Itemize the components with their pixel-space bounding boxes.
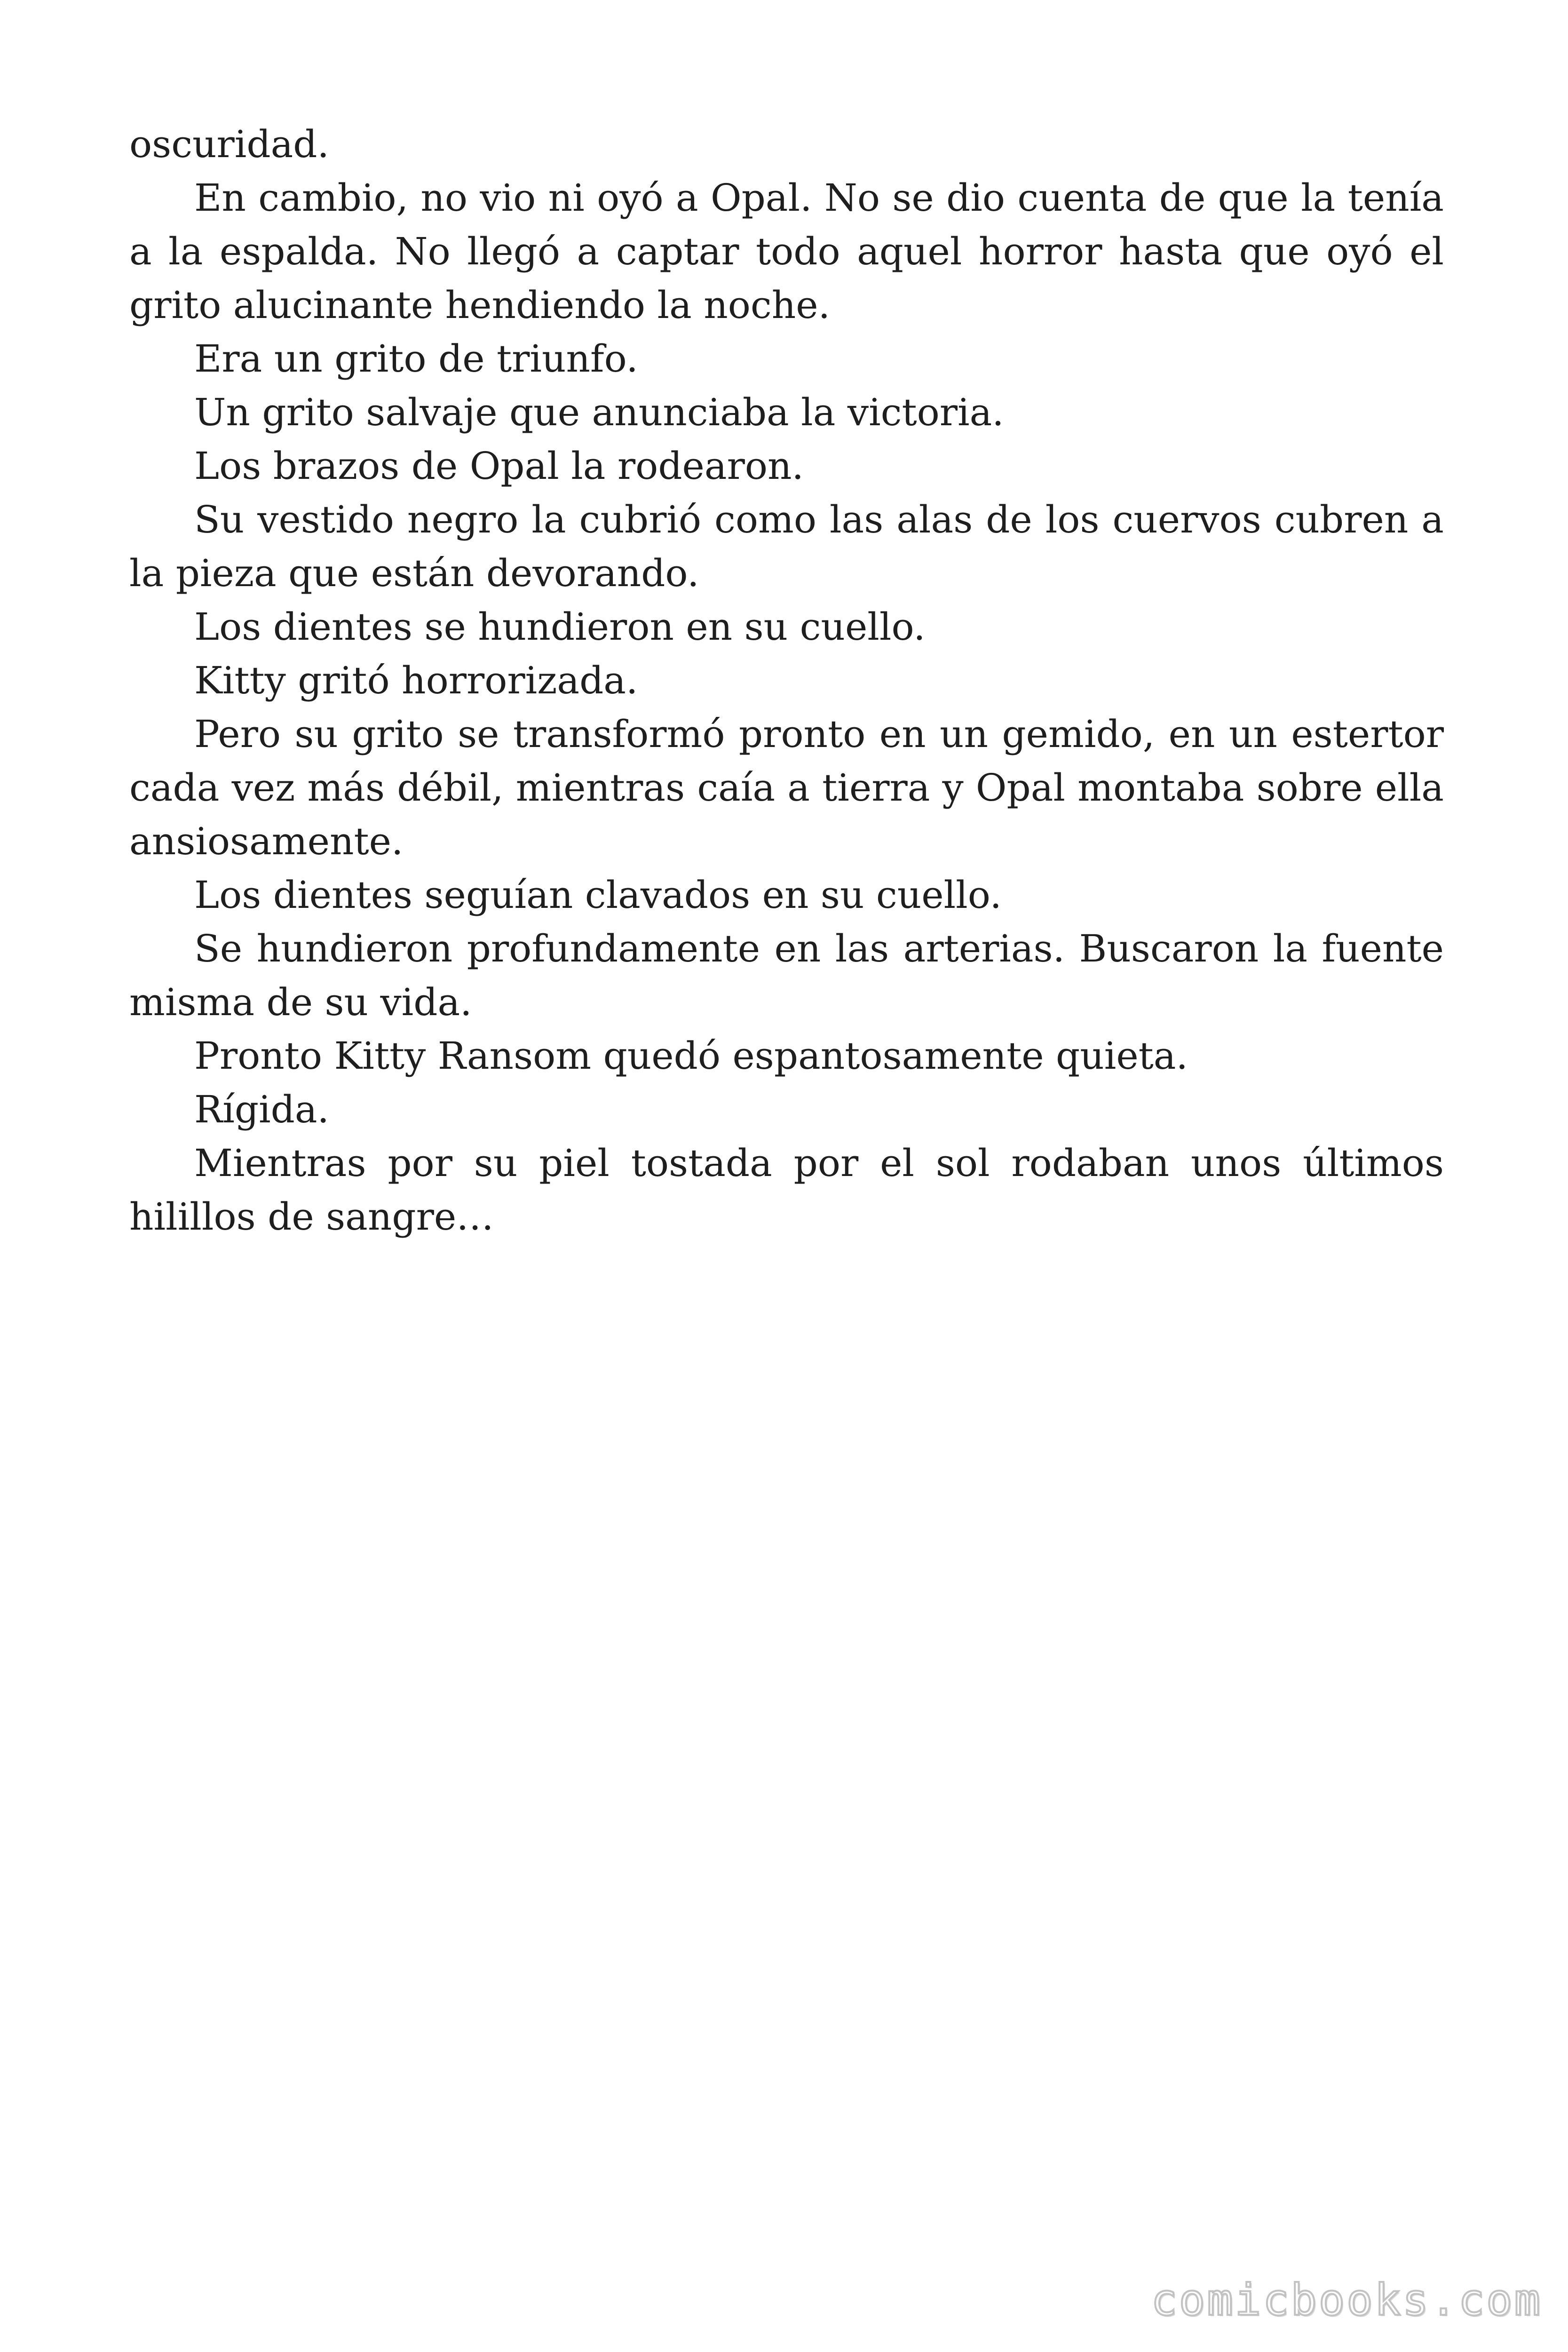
paragraph: Era un grito de triunfo.	[194, 337, 638, 381]
paragraph: Un grito salvaje que anunciaba la victoria.	[194, 390, 1004, 434]
paragraph: Se hundieron profundamente en las arterias. Buscaron la fuente misma de su vida.	[129, 927, 1444, 1024]
watermark-logo: comicbooks.com	[1151, 2275, 1542, 2325]
paragraph: Kitty gritó horrorizada.	[194, 659, 638, 702]
paragraph: Pero su grito se transformó pronto en un gemido, en un estertor cada vez más débil, mientras caía a tierra y Opal montaba sobre ella ansiosamente.	[129, 712, 1444, 863]
paragraph: En cambio, no vio ni oyó a Opal. No se dio cuenta de que la tenía a la espalda. No llegó a captar todo aquel horror hasta que oyó el grito alucinante hendiendo la noche.	[129, 176, 1444, 327]
paragraph: oscuridad.	[129, 122, 329, 166]
paragraph: Su vestido negro la cubrió como las alas de los cuervos cubren a la pieza que están devorando.	[129, 498, 1444, 595]
paragraph: Mientras por su piel tostada por el sol rodaban unos últimos hilillos de sangre…	[129, 1141, 1444, 1239]
paragraph: Los dientes se hundieron en su cuello.	[194, 605, 926, 649]
paragraph: Los brazos de Opal la rodearon.	[194, 444, 804, 488]
body-text	[129, 118, 1444, 1244]
paragraph: Pronto Kitty Ransom quedó espantosamente quieta.	[194, 1034, 1188, 1078]
paragraph: Rígida.	[194, 1088, 329, 1131]
paragraph: Los dientes seguían clavados en su cuello.	[194, 873, 1002, 917]
